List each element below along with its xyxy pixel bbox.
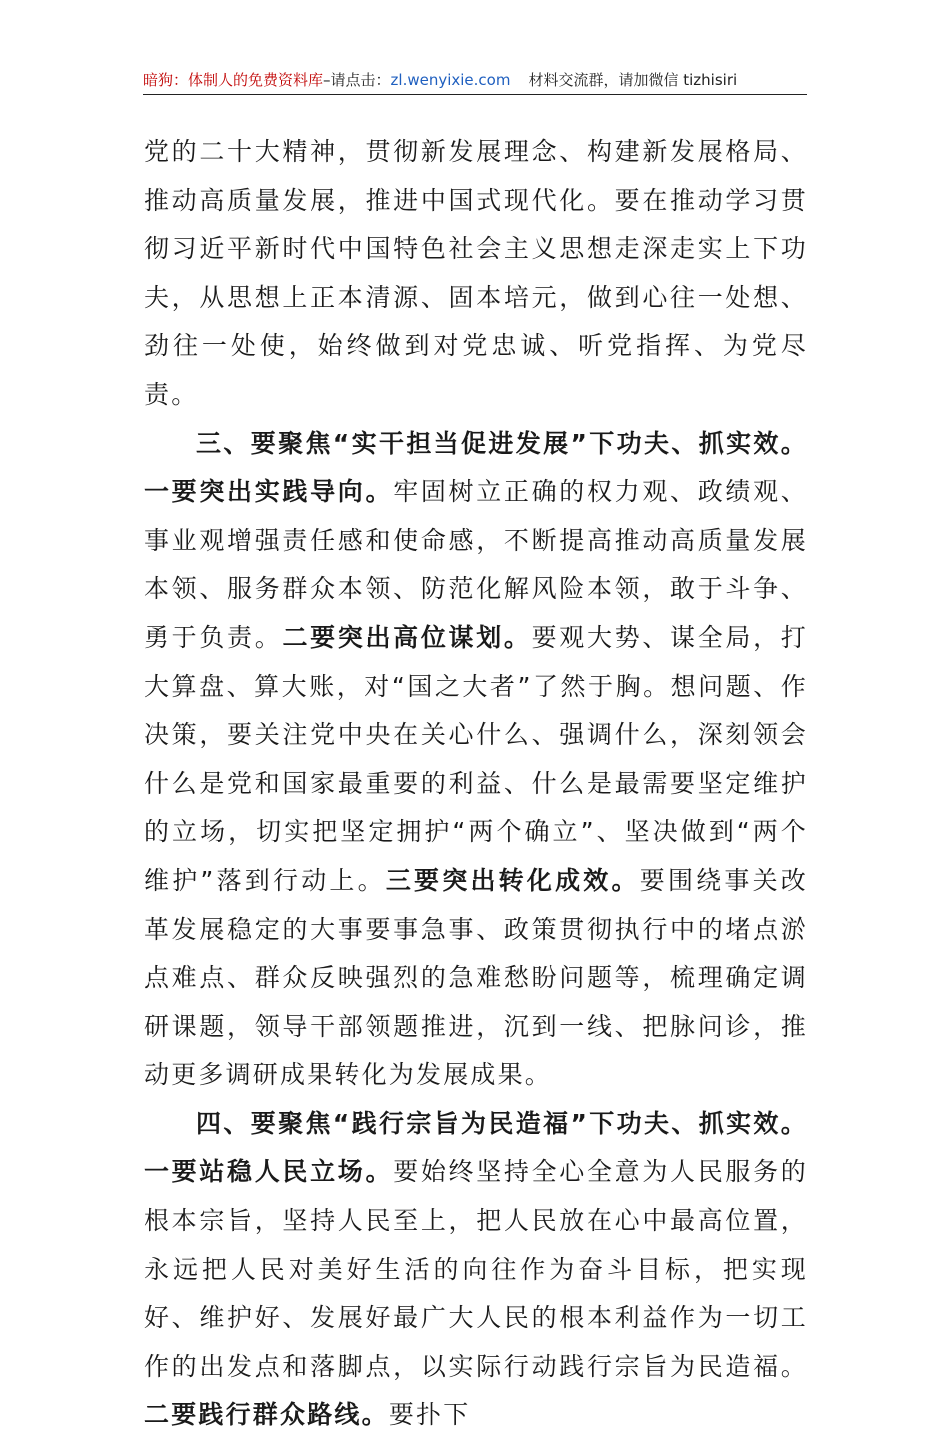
- section-3-point-2-text: 要观大势、谋全局，打大算盘、算大账，对“国之大者”了然于胸。想问题、作决策，要关注党中央在关心什么、强调什么，深刻领会什么是党和国家最重要的利益、什么是最需要坚定维护的立场，切实把坚定拥护“两个确立”、坚决做到“两个维护”落到行动上。: [144, 622, 808, 895]
- header-wechat-note: 材料交流群，请加微信 tizhisiri: [528, 71, 738, 89]
- paragraph-section-3: [144, 420, 808, 1100]
- paragraph-section-4: [144, 1100, 808, 1440]
- section-4-point-1-title: 一要站稳人民立场。: [144, 1157, 394, 1187]
- header-click-prompt: –请点击：: [323, 71, 391, 89]
- page-header: [143, 66, 807, 95]
- section-3-point-2-title: 二要突出高位谋划。: [282, 622, 532, 652]
- header-url-link[interactable]: zl.wenyixie.com: [390, 71, 511, 89]
- section-3-heading: 三、要聚焦“实干担当促进发展”下功夫、抓实效。: [196, 428, 808, 458]
- section-4-point-2-text: 要扑下: [388, 1400, 471, 1430]
- section-3-point-3-text: 要围绕事关改革发展稳定的大事要事急事、政策贯彻执行中的堵点淤点难点、群众反映强烈的急难愁盼问题等，梳理确定调研课题，领导干部领题推进，沉到一线、把脉问诊，推动更多调研成果转化为发展成果。: [144, 865, 808, 1090]
- header-site-name: 暗狗：体制人的免费资料库: [143, 71, 324, 89]
- section-3-point-1-title: 一要突出实践导向。: [144, 477, 394, 507]
- section-3-point-1-text: 牢固树立正确的权力观、政绩观、事业观增强责任感和使命感，不断提高推动高质量发展本领、服务群众本领、防范化解风险本领，敢于斗争、勇于负责。: [144, 477, 808, 652]
- paragraph-1: 党的二十大精神，贯彻新发展理念、构建新发展格局、推动高质量发展，推进中国式现代化。要在推动学习贯彻习近平新时代中国特色社会主义思想走深走实上下功夫，从思想上正本清源、固本培元，做到心往一处想、劲往一处使，始终做到对党忠诚、听党指挥、为党尽责。: [144, 137, 808, 409]
- section-4-heading: 四、要聚焦“践行宗旨为民造福”下功夫、抓实效。: [196, 1108, 808, 1138]
- section-4-point-1-text: 要始终坚持全心全意为人民服务的根本宗旨，坚持人民至上，把人民放在心中最高位置，永远把人民对美好生活的向往作为奋斗目标，把实现好、维护好、发展好最广大人民的根本利益作为一切工作的出发点和落脚点，以实际行动践行宗旨为民造福。: [144, 1157, 808, 1381]
- document-body: [144, 128, 808, 1440]
- section-4-point-2-title: 二要践行群众路线。: [144, 1400, 389, 1430]
- section-3-point-3-title: 三要突出转化成效。: [385, 865, 640, 895]
